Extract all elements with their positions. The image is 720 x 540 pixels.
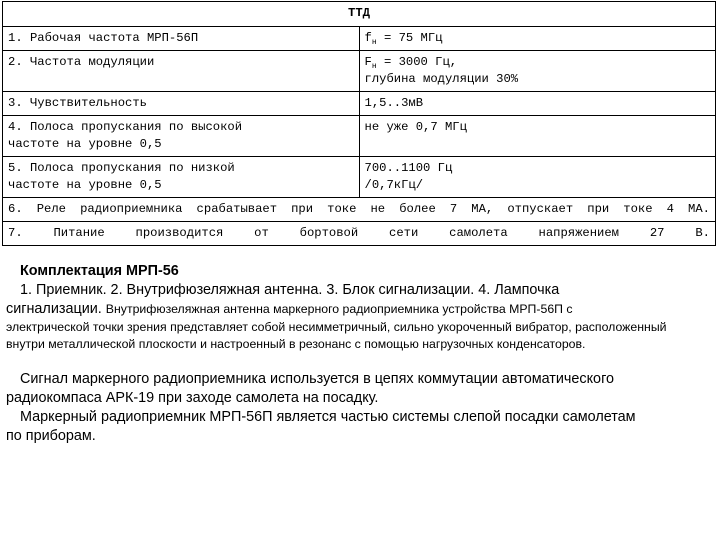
table-row <box>3 116 716 157</box>
body-text <box>6 262 712 446</box>
table-row <box>3 51 716 92</box>
ttd-table <box>2 1 716 246</box>
full-row: 7. Питание производится от бортовой сети самолета напряжением 27 В. <box>3 222 716 246</box>
param-value: не уже 0,7 МГц <box>359 116 716 157</box>
param-value: 1,5..3мВ <box>359 92 716 116</box>
table-row <box>3 157 716 198</box>
full-row: 6. Реле радиоприемника срабатывает при токе не более 7 МА, отпускает при токе 4 МА. <box>3 198 716 222</box>
paragraph-line: 1. Приемник. 2. Внутрифюзеляжная антенна. 3. Блок сигнализации. 4. Лампочка <box>20 282 560 298</box>
param-value: 700..1100 Гц /0,7кГц/ <box>359 157 716 198</box>
paragraph-line: Маркерный радиоприемник МРП-56П является частью системы слепой посадки самолетам <box>20 409 636 425</box>
paragraph-line: радиокомпаса АРК-19 при заходе самолета на посадку. <box>6 390 379 406</box>
section-heading: Комплектация МРП-56 <box>20 263 179 279</box>
param-name: 3. Чувствительность <box>3 92 360 116</box>
param-value: $f_н = 75$ МГц <box>359 27 716 51</box>
paragraph-line: Сигнал маркерного радиоприемника используется в цепях коммутации автоматического <box>20 371 614 387</box>
param-name: 4. Полоса пропускания по высокой частоте на уровне 0,5 <box>3 116 360 157</box>
param-name: 2. Частота модуляции <box>3 51 360 92</box>
table-row <box>3 198 716 222</box>
table-row <box>3 222 716 246</box>
table-row <box>3 92 716 116</box>
table-header-row <box>3 2 716 27</box>
param-name: 1. Рабочая частота МРП-56П <box>3 27 360 51</box>
param-value: $F_н = 3000$ Гц, глубина модуляции 30% <box>359 51 716 92</box>
param-name: 5. Полоса пропускания по низкой частоте на уровне 0,5 <box>3 157 360 198</box>
paragraph-line: по приборам. <box>6 428 96 444</box>
table-title: ТТД <box>3 2 716 27</box>
paragraph-small: электрической точки зрения представляет собой несимметричный, сильно укороченный вибратор, расположенный внутри металлической плоскости и настроенный в резонанс с помощью нагрузочных конденсаторов. <box>6 320 667 351</box>
paragraph-line: сигнализации. Внутрифюзеляжная антенна маркерного радиоприемника устройства МРП-56П с <box>6 301 573 317</box>
table-row <box>3 27 716 51</box>
